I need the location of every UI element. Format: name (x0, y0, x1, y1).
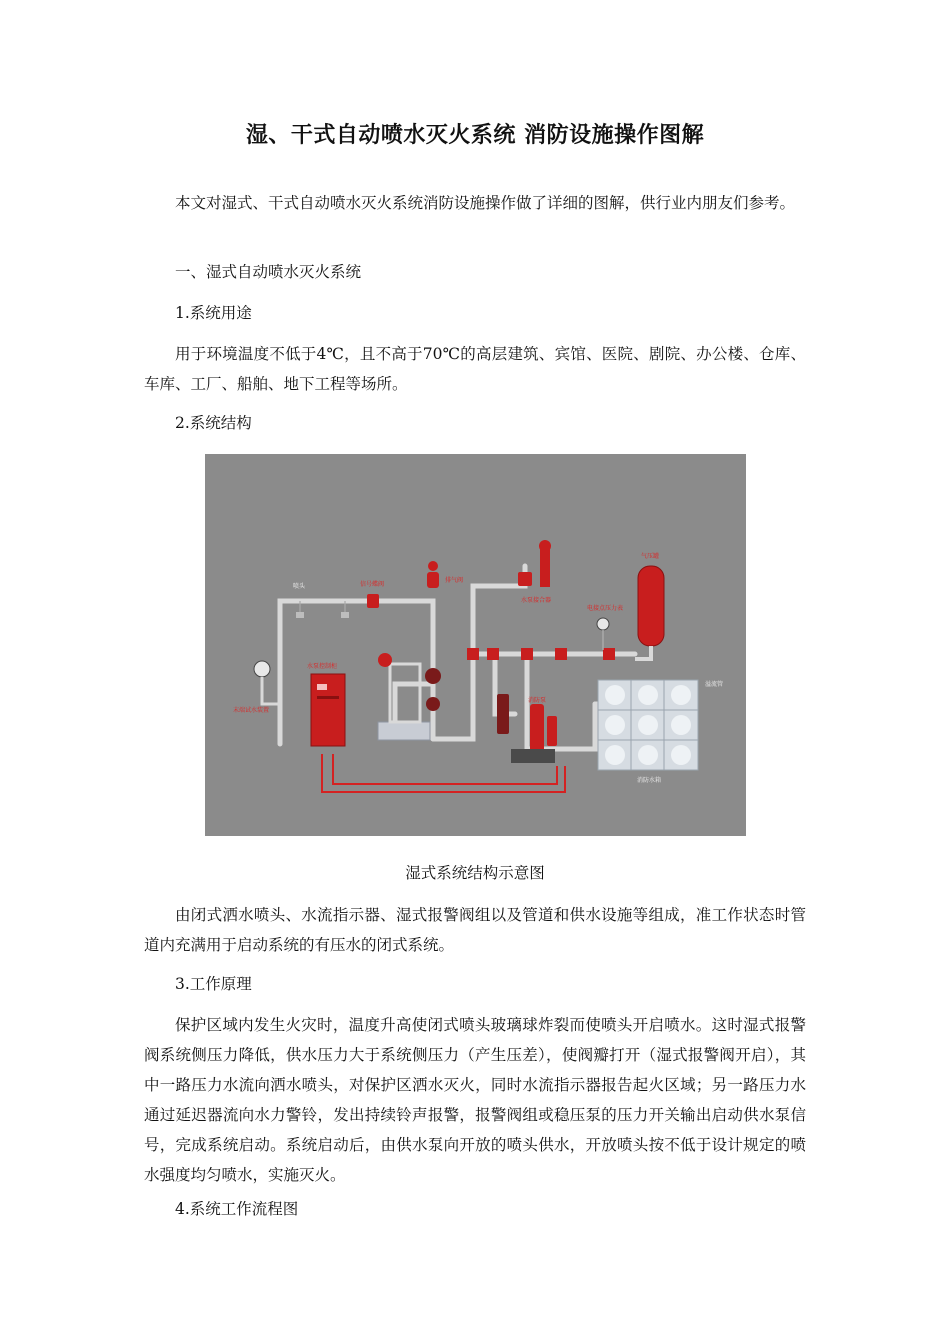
wet-system-diagram-svg (205, 454, 746, 836)
label-flow-indicator: 信号蝶阀 (360, 581, 385, 588)
subheading-structure: 2.系统结构 (175, 414, 252, 432)
label-pressure-tank: 气压罐 (641, 553, 660, 560)
figure-caption: 湿式系统结构示意图 (405, 864, 545, 882)
wet-system-diagram (205, 454, 746, 836)
label-pump-adapter: 水泵接合器 (521, 597, 552, 604)
label-pressure-switch: 电接点压力表 (587, 605, 624, 612)
label-sprinkler: 喷头 (293, 583, 306, 590)
label-fire-tank: 消防水箱 (637, 777, 662, 784)
usage-paragraph: 用于环境温度不低于4℃，且不高于70℃的高层建筑、宾馆、医院、剧院、办公楼、仓库、车库、工厂、船舶、地下工程等场所。 (144, 345, 806, 393)
subheading-principle: 3.工作原理 (175, 975, 252, 993)
label-exhaust-valve: 排气阀 (445, 577, 464, 584)
structure-paragraph: 由闭式洒水喷头、水流指示器、湿式报警阀组以及管道和供水设施等组成，准工作状态时管道内充满用于启动系统的有压水的闭式系统。 (144, 906, 806, 954)
section-heading-wet-system: 一、湿式自动喷水灭火系统 (175, 263, 362, 281)
principle-paragraph: 保护区域内发生火灾时，温度升高使闭式喷头玻璃球炸裂而使喷头开启喷水。这时湿式报警阀系统侧压力降低，供水压力大于系统侧压力（产生压差），使阀瓣打开（湿式报警阀开启），其中一路压力水流向洒水喷头，对保护区洒水灭火，同时水流指示器报告起火区域；另一路压力水通过延迟器流向水力警铃，发出持续铃声报警，报警阀组或稳压泵的压力开关输出启动供水泵信号，完成系统启动。系统启动后，由供水泵向开放的喷头供水，开放喷头按不低于设计规定的喷水强度均匀喷水，实施灭火。 (144, 1016, 806, 1184)
label-test-valve: 末端试水装置 (233, 707, 270, 714)
subheading-usage: 1.系统用途 (175, 304, 252, 322)
document-title: 湿、干式自动喷水灭火系统 消防设施操作图解 (245, 123, 705, 148)
label-control-cabinet: 水泵控制柜 (307, 663, 338, 670)
label-overflow: 溢流管 (705, 681, 724, 688)
subheading-flowchart: 4.系统工作流程图 (175, 1200, 299, 1218)
intro-paragraph: 本文对湿式、干式自动喷水灭火系统消防设施操作做了详细的图解，供行业内朋友们参考。 (175, 194, 796, 212)
label-pump: 消防泵 (528, 697, 547, 704)
